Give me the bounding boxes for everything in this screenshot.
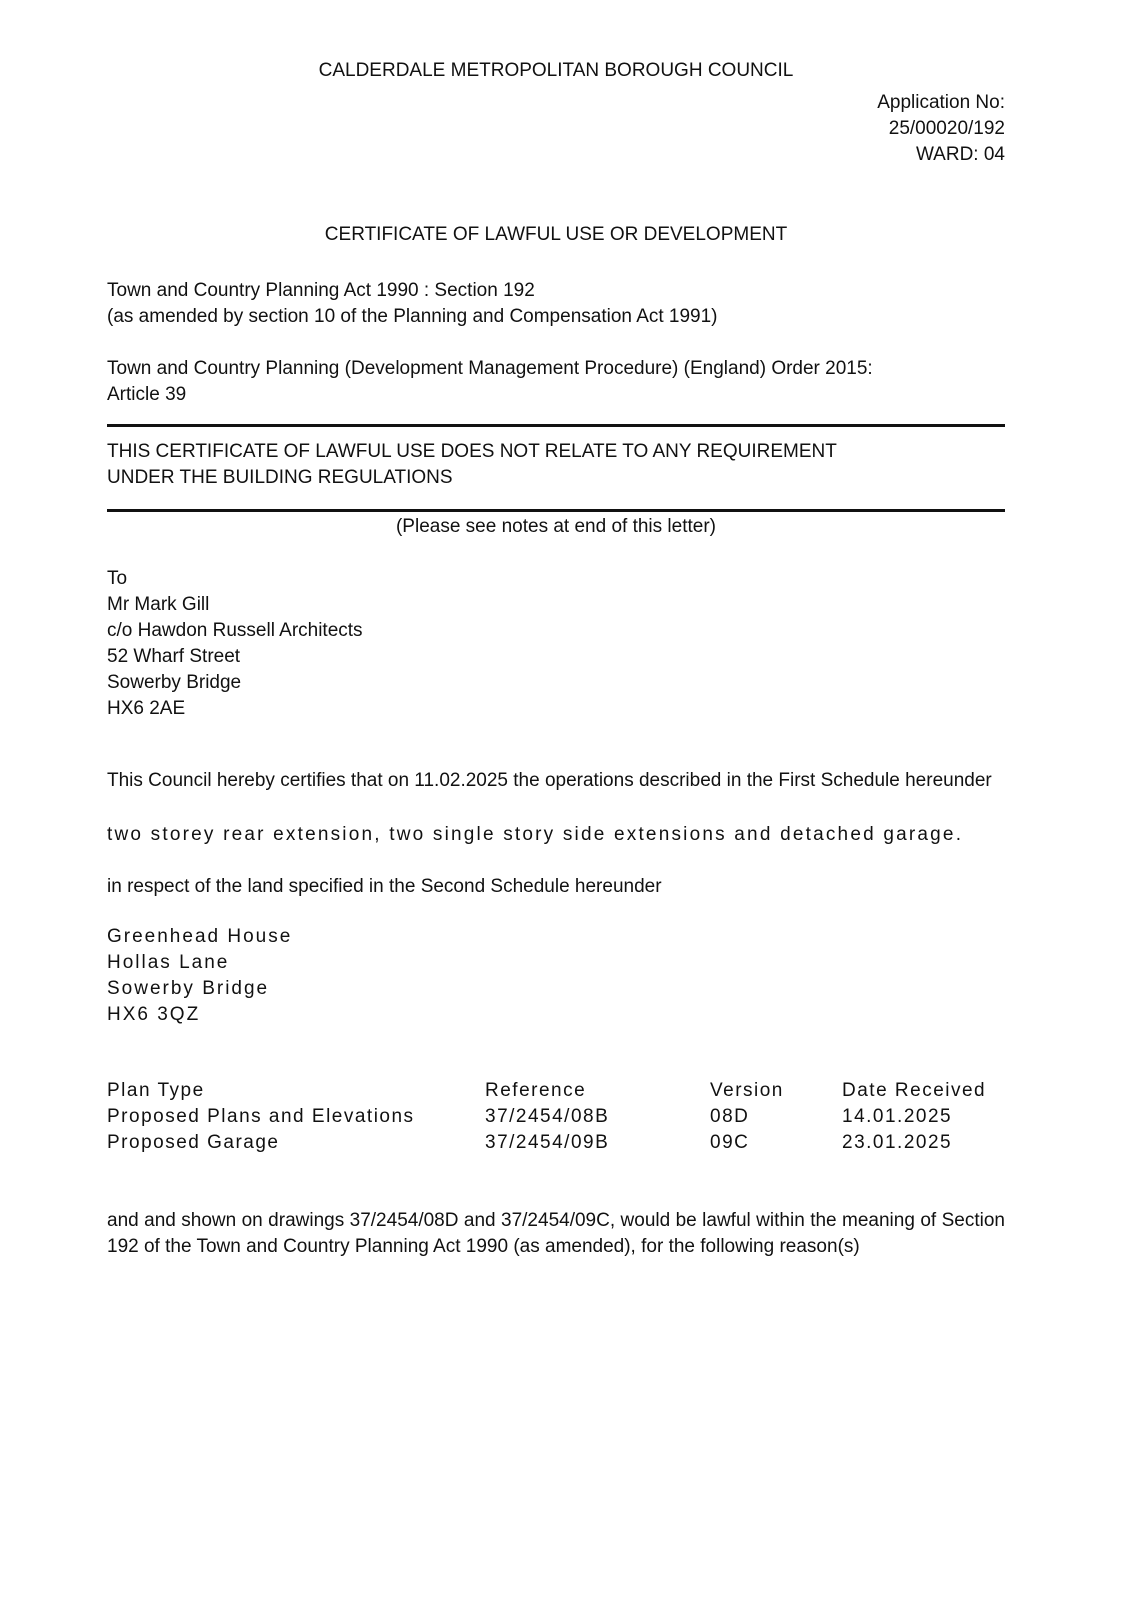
notice-line-1: THIS CERTIFICATE OF LAWFUL USE DOES NOT RELATE TO ANY REQUIREMENT bbox=[107, 441, 837, 462]
recipient-salutation: To bbox=[107, 568, 128, 589]
recipient-street: 52 Wharf Street bbox=[107, 646, 241, 667]
application-no: 25/00020/192 bbox=[888, 118, 1005, 139]
certificate-title: CERTIFICATE OF LAWFUL USE OR DEVELOPMENT bbox=[324, 224, 788, 245]
recipient-town: Sowerby Bridge bbox=[107, 672, 242, 693]
recipient-name: Mr Mark Gill bbox=[107, 594, 210, 615]
table-cell-reference: 37/2454/08B bbox=[485, 1106, 610, 1127]
procedure-order-paragraph bbox=[107, 356, 1005, 408]
article-line: Article 39 bbox=[107, 384, 187, 405]
divider-top bbox=[107, 424, 1005, 427]
recipient-address-block bbox=[107, 566, 1005, 722]
amendment-line: (as amended by section 10 of the Planning and Compensation Act 1991) bbox=[107, 306, 718, 327]
site-address-block bbox=[107, 924, 1005, 1028]
building-regulations-notice bbox=[107, 439, 1005, 491]
recipient-care-of: c/o Hawdon Russell Architects bbox=[107, 620, 363, 641]
operations-description: two storey rear extension, two single story side extensions and detached garage. bbox=[107, 824, 964, 845]
planning-act-line: Town and Country Planning Act 1990 : Section 192 bbox=[107, 280, 535, 301]
site-street: Hollas Lane bbox=[107, 952, 230, 973]
second-schedule-line: in respect of the land specified in the Second Schedule hereunder bbox=[107, 876, 662, 897]
plans-table-header-version: Version bbox=[710, 1080, 784, 1101]
ward-number: WARD: 04 bbox=[915, 144, 1005, 165]
notice-line-2: UNDER THE BUILDING REGULATIONS bbox=[107, 467, 453, 488]
plans-table-header-plan-type: Plan Type bbox=[107, 1080, 205, 1101]
application-block bbox=[107, 90, 1005, 168]
site-town: Sowerby Bridge bbox=[107, 978, 270, 999]
site-postcode: HX6 3QZ bbox=[107, 1004, 201, 1025]
closing-paragraph: and and shown on drawings 37/2454/08D and 37/2454/09C, would be lawful within the meaning of Section 192 of the Town and Country Planning Act 1990 (as amended), for the following reason(s) bbox=[107, 1210, 1005, 1257]
table-cell-version: 08D bbox=[710, 1106, 750, 1127]
plans-table bbox=[107, 1078, 1005, 1156]
planning-act-paragraph bbox=[107, 278, 1005, 330]
application-no-label: Application No: bbox=[877, 92, 1005, 113]
divider-bottom bbox=[107, 509, 1005, 512]
table-cell-reference: 37/2454/09B bbox=[485, 1132, 610, 1153]
council-name: CALDERDALE METROPOLITAN BOROUGH COUNCIL bbox=[318, 60, 794, 81]
see-notes-line: (Please see notes at end of this letter) bbox=[395, 516, 716, 537]
procedure-order-line: Town and Country Planning (Development Management Procedure) (England) Order 2015: bbox=[107, 358, 873, 379]
table-cell-version: 09C bbox=[710, 1132, 750, 1153]
recipient-postcode: HX6 2AE bbox=[107, 698, 186, 719]
table-cell-plan-type: Proposed Plans and Elevations bbox=[107, 1106, 415, 1127]
table-cell-date-received: 14.01.2025 bbox=[842, 1106, 953, 1127]
certification-paragraph: This Council hereby certifies that on 11.02.2025 the operations described in the First Schedule hereunder bbox=[107, 770, 992, 791]
table-cell-plan-type: Proposed Garage bbox=[107, 1132, 280, 1153]
plans-table-header-date-received: Date Received bbox=[842, 1080, 987, 1101]
table-cell-date-received: 23.01.2025 bbox=[842, 1132, 953, 1153]
plans-table-header-reference: Reference bbox=[485, 1080, 587, 1101]
site-name: Greenhead House bbox=[107, 926, 293, 947]
